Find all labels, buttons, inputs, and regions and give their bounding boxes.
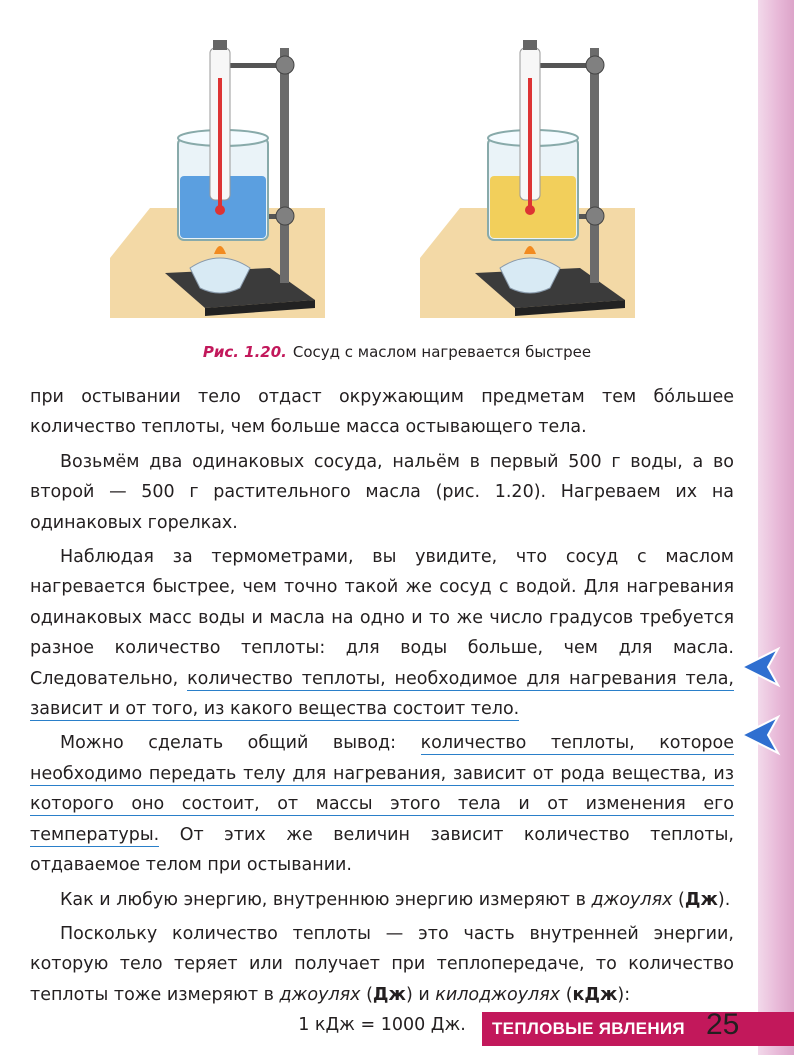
- key-statement-2: количество теплоты, которое необходимо передать телу для нагревания, зависит от рода вещества, из которого оно состоит, от массы этого тела и от изменения его температуры.: [30, 733, 734, 845]
- paragraph-4-tail: От этих же величин зависит количество теплоты, отдаваемое телом при остывании.: [30, 824, 734, 876]
- paragraph-2: Возьмём два одинаковых сосуда, нальём в первый 500 г воды, а во второй — 500 г растительного масла (рис. 1.20). Нагреваем их на одинаковых горелках.: [30, 451, 734, 533]
- figure-heating-experiment: [110, 18, 670, 338]
- unit-joule-symbol-2: Дж: [372, 984, 406, 1005]
- unit-joules-term: джоулях: [591, 889, 673, 910]
- arrow-marker-icon: [738, 645, 784, 689]
- unit-joule-symbol: Дж: [684, 889, 718, 910]
- paragraph-5-text: Как и любую энергию, внутреннюю энергию измеряют в: [60, 889, 586, 910]
- paragraph-6: Поскольку количество теплоты — это часть внутренней энергии, которую тело теряет или получает при теплопередаче, то количество теплоты тоже измеряют в джоулях (Дж) и килоджоулях (кДж):: [30, 923, 734, 1005]
- key-statement-1: количество теплоты, необходимое для нагревания тела, зависит и от того, из какого вещества состоит тело.: [30, 668, 734, 720]
- unit-kilojoules-term: килоджоулях: [435, 984, 561, 1005]
- unit-kilojoule-symbol: кДж: [572, 984, 618, 1005]
- paragraph-3: [30, 542, 734, 724]
- figure-caption-text: Сосуд с маслом нагревается быстрее: [292, 343, 592, 361]
- conjunction: и: [418, 984, 430, 1005]
- formula: 1 кДж = 1000 Дж.: [298, 1015, 466, 1036]
- figure-caption: [0, 343, 794, 361]
- paragraph-4: [30, 728, 734, 880]
- page-number: 25: [706, 1008, 740, 1041]
- paragraph-1: при остывании тело отдаст окружающим предметам тем бо́льшее количество теплоты, чем больше масса остывающего тела.: [30, 387, 734, 438]
- paren-close: ).: [717, 889, 731, 910]
- paragraph-3-text: Наблюдая за термометрами, вы увидите, что сосуд с маслом нагревается быстрее, чем точно такой же сосуд с водой. Для нагревания одинаковых масс воды и масла на одно и то же число градусов требуется разное количество теплоты: для воды больше, чем для масла. Следовательно,: [30, 547, 734, 689]
- figure-label: Рис. 1.20.: [202, 343, 287, 361]
- paren-open: (: [678, 889, 685, 910]
- paragraph-5: [30, 885, 734, 915]
- section-title: ТЕПЛОВЫЕ ЯВЛЕНИЯ: [492, 1019, 685, 1038]
- body-text: [30, 382, 734, 1041]
- unit-joules-term-2: джоулях: [279, 984, 361, 1005]
- arrow-marker-icon: [738, 713, 784, 757]
- paragraph-6-text: Поскольку количество теплоты — это часть внутренней энергии, которую тело теряет или получает при теплопередаче, то количество теплоты тоже измеряют в: [30, 923, 734, 1005]
- side-strip: [758, 0, 794, 1055]
- paragraph-4-intro: Можно сделать общий вывод:: [60, 733, 397, 754]
